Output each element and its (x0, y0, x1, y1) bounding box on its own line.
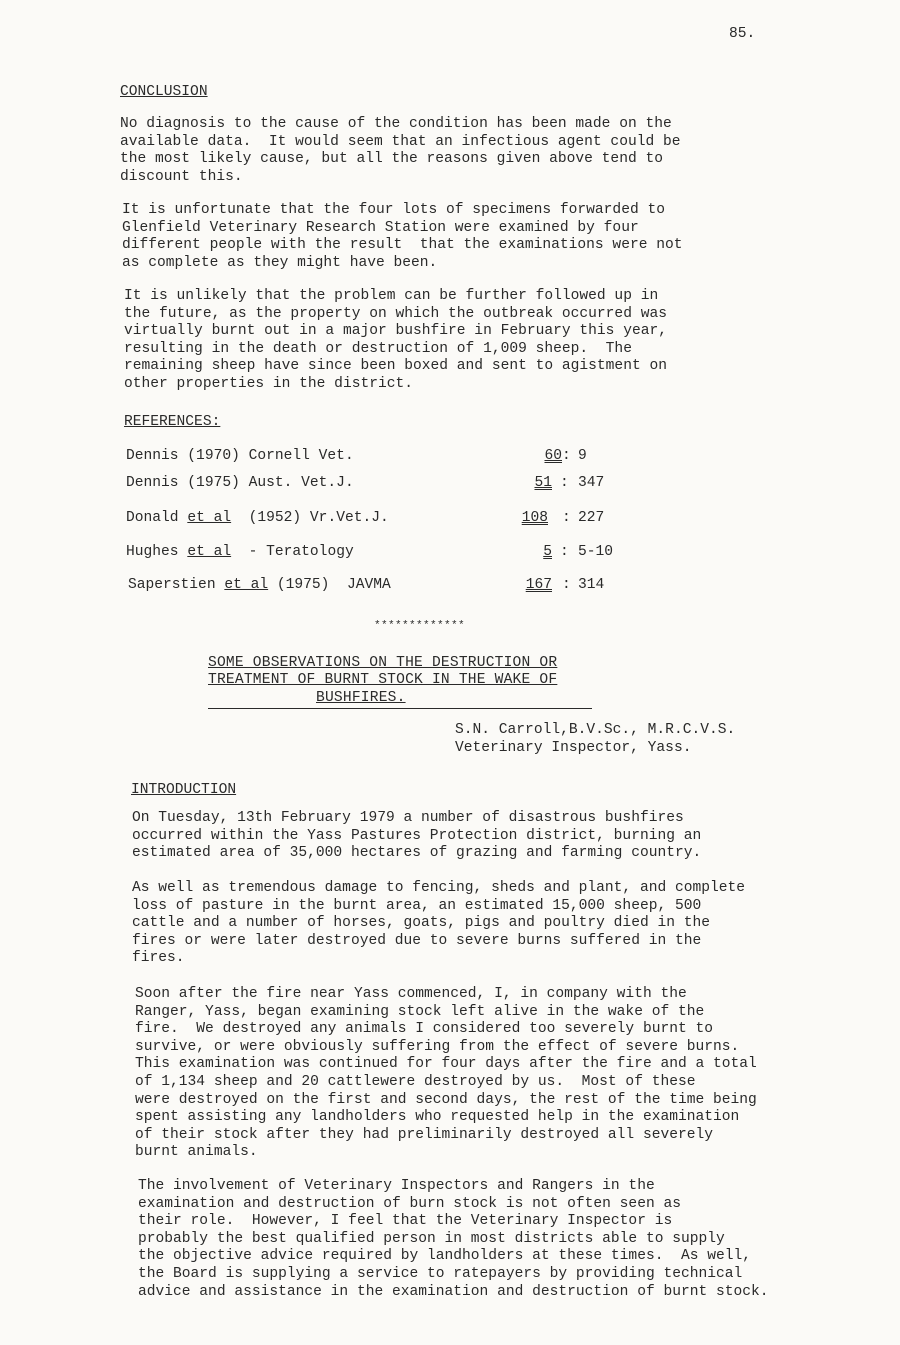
reference-colon: : (562, 577, 571, 593)
conclusion-heading: CONCLUSION (120, 84, 208, 100)
references-heading: REFERENCES: (124, 414, 221, 430)
reference-item (126, 544, 646, 564)
reference-citation: Dennis (1970) Cornell Vet. (126, 448, 354, 464)
reference-item (128, 577, 648, 597)
reference-citation: Donald et al (1952) Vr.Vet.J. (126, 510, 389, 526)
introduction-paragraph-4 (138, 1178, 898, 1301)
text-line: fire. We destroyed any animals I considered too severely burnt to (135, 1021, 714, 1038)
text-line: loss of pasture in the burnt area, an estimated 15,000 sheep, 500 (132, 897, 702, 914)
article-title-line: TREATMENT OF BURNT STOCK IN THE WAKE OF (208, 672, 558, 688)
article-title-line: SOME OBSERVATIONS ON THE DESTRUCTION OR (208, 655, 558, 671)
reference-volume: 167 (525, 577, 552, 593)
text-line: remaining sheep have since been boxed and sent to agistment on (124, 358, 667, 375)
reference-pages: 227 (578, 510, 605, 526)
text-line: On Tuesday, 13th February 1979 a number of disastrous bushfires (132, 810, 684, 826)
text-line: estimated area of 35,000 hectares of grazing and farming country. (132, 845, 702, 862)
page-number: 85. (729, 26, 756, 42)
text-line: their role. However, I feel that the Veterinary Inspector is (138, 1213, 673, 1230)
text-line: fires or were later destroyed due to severe burns suffered in the (132, 932, 702, 949)
reference-colon: : (562, 448, 571, 464)
text-line: As well as tremendous damage to fencing, sheds and plant, and complete (132, 880, 746, 896)
text-line: different people with the result that the examinations were not (122, 237, 683, 254)
conclusion-paragraph-1 (120, 116, 840, 186)
text-line: of their stock after they had preliminarily destroyed all severely (135, 1126, 714, 1143)
text-line: occurred within the Yass Pastures Protection district, burning an (132, 827, 702, 844)
text-line: It is unlikely that the problem can be further followed up in (124, 288, 659, 304)
reference-citation: Hughes et al - Teratology (126, 544, 354, 560)
article-affiliation: Veterinary Inspector, Yass. (455, 740, 692, 756)
text-line: the most likely cause, but all the reasons given above tend to (120, 151, 663, 168)
text-line: the future, as the property on which the outbreak occurred was (124, 305, 667, 322)
text-line: survive, or were obviously suffering from the effect of severe burns. (135, 1038, 740, 1055)
title-rule (208, 708, 592, 709)
text-line: other properties in the district. (124, 375, 414, 392)
reference-pages: 314 (578, 577, 605, 593)
conclusion-paragraph-3 (124, 288, 844, 394)
text-line: available data. It would seem that an infectious agent could be (120, 133, 681, 150)
text-line: fires. (132, 950, 185, 967)
reference-citation: Saperstien et al (1975) JAVMA (128, 577, 391, 593)
text-line: discount this. (120, 168, 243, 185)
text-line: the Board is supplying a service to ratepayers by providing technical (138, 1265, 743, 1282)
reference-pages: 5-10 (578, 544, 614, 560)
reference-pages: 9 (578, 448, 587, 464)
reference-colon: : (560, 544, 569, 560)
article-author: S.N. Carroll,B.V.Sc., M.R.C.V.S. (455, 722, 736, 738)
reference-citation: Dennis (1975) Aust. Vet.J. (126, 475, 354, 491)
introduction-paragraph-1 (132, 810, 852, 863)
conclusion-paragraph-2 (122, 202, 842, 272)
text-line: the objective advice required by landholders at these times. As well, (138, 1248, 752, 1265)
text-line: cattle and a number of horses, goats, pigs and poultry died in the (132, 915, 711, 932)
introduction-paragraph-2 (132, 880, 892, 968)
text-line: The involvement of Veterinary Inspectors and Rangers in the (138, 1178, 655, 1194)
text-line: It is unfortunate that the four lots of specimens forwarded to (122, 202, 665, 218)
reference-item (126, 510, 646, 530)
text-line: virtually burnt out in a major bushfire in February this year, (124, 323, 667, 340)
reference-pages: 347 (578, 475, 605, 491)
text-line: as complete as they might have been. (122, 254, 438, 271)
reference-volume: 5 (543, 544, 552, 560)
text-line: Ranger, Yass, began examining stock left alive in the wake of the (135, 1003, 705, 1020)
reference-item (126, 475, 646, 495)
text-line: Glenfield Veterinary Research Station were examined by four (122, 219, 639, 236)
introduction-paragraph-3 (135, 986, 895, 1162)
reference-volume: 51 (534, 475, 552, 491)
text-line: resulting in the death or destruction of 1,009 sheep. The (124, 340, 632, 357)
text-line: examination and destruction of burn stock is not often seen as (138, 1195, 681, 1212)
reference-item (126, 448, 646, 468)
text-line: probably the best qualified person in most districts able to supply (138, 1230, 725, 1247)
text-line: of 1,134 sheep and 20 cattlewere destroyed by us. Most of these (135, 1073, 696, 1090)
text-line: This examination was continued for four days after the fire and a total (135, 1056, 757, 1073)
reference-volume: 108 (521, 510, 548, 526)
introduction-heading: INTRODUCTION (131, 782, 237, 798)
reference-colon: : (562, 510, 571, 526)
reference-volume: 60 (544, 448, 562, 464)
text-line: were destroyed on the first and second days, the rest of the time being (135, 1091, 757, 1108)
text-line: Soon after the fire near Yass commenced, I, in company with the (135, 986, 687, 1002)
text-line: burnt animals. (135, 1144, 258, 1161)
reference-colon: : (560, 475, 569, 491)
text-line: spent assisting any landholders who requested help in the examination (135, 1109, 740, 1126)
article-title-line: BUSHFIRES. (316, 690, 406, 706)
text-line: No diagnosis to the cause of the condition has been made on the (120, 116, 672, 132)
text-line: advice and assistance in the examination and destruction of burnt stock. (138, 1283, 769, 1300)
section-separator: ************* (374, 620, 466, 632)
